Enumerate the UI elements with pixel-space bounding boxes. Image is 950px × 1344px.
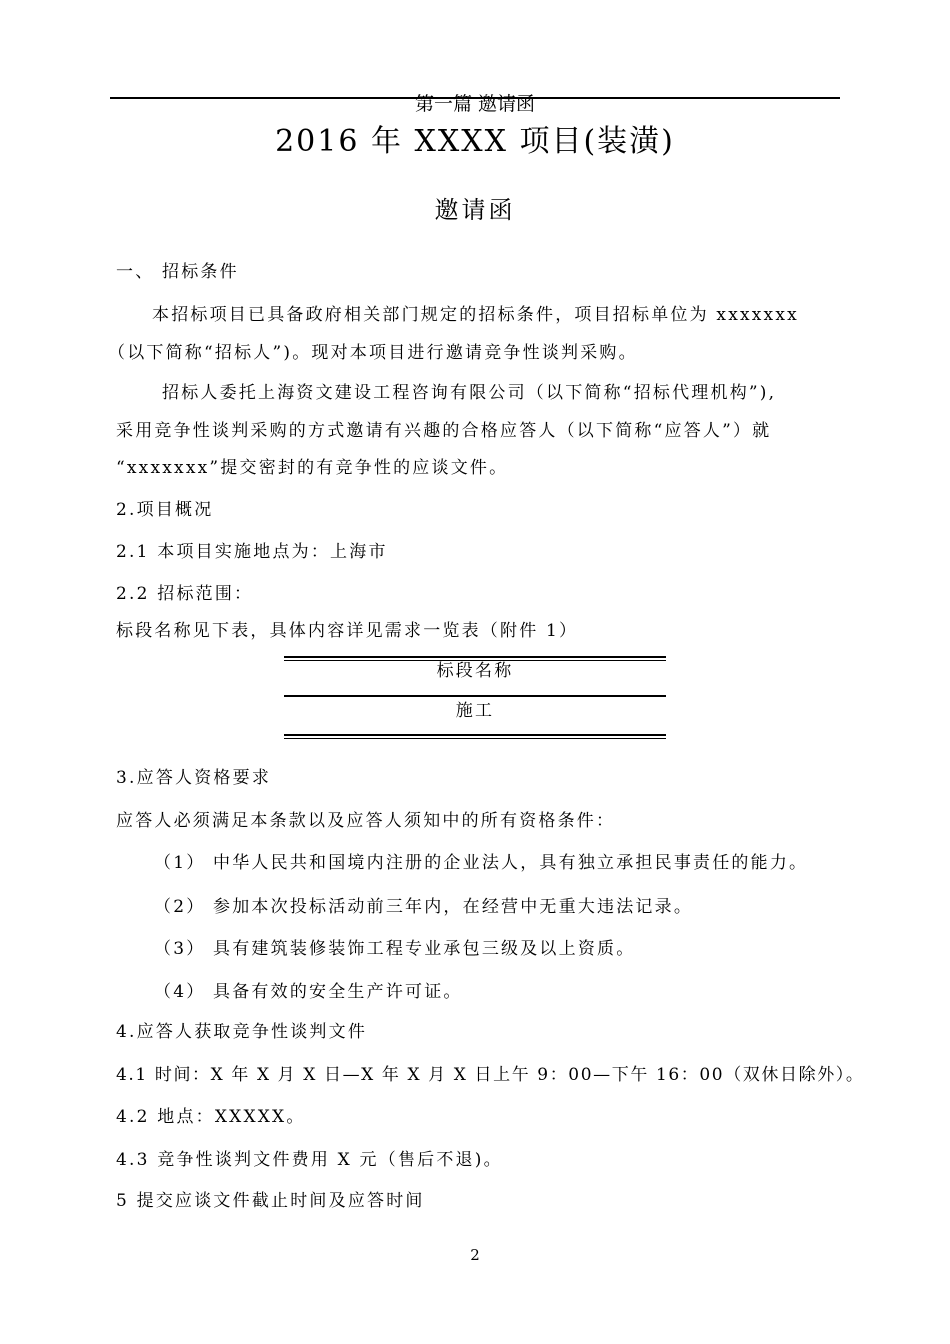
paragraph-line: 采用竞争性谈判采购的方式邀请有兴趣的合格应答人（以下简称“应答人”）就 — [116, 421, 772, 441]
qualification-item: （4） 具备有效的安全生产许可证。 — [154, 982, 463, 1002]
section-3-intro: 应答人必须满足本条款以及应答人须知中的所有资格条件： — [116, 811, 616, 831]
paragraph-line: （以下简称“招标人”)。现对本项目进行邀请竞争性谈判采购。 — [108, 343, 638, 363]
qualification-item: （3） 具有建筑装修装饰工程专业承包三级及以上资质。 — [154, 939, 636, 959]
qualification-item: （2） 参加本次投标活动前三年内，在经营中无重大违法记录。 — [154, 897, 694, 917]
clause-2-1: 2.1 本项目实施地点为：上海市 — [116, 542, 388, 562]
section-5-heading: 5 提交应谈文件截止时间及应答时间 — [116, 1191, 425, 1211]
table-cell: 施工 — [455, 701, 495, 721]
document-subtitle: 邀请函 — [434, 196, 516, 224]
clause-4-3: 4.3 竞争性谈判文件费用 X 元（售后不退)。 — [116, 1150, 503, 1170]
clause-2-2-description: 标段名称见下表，具体内容详见需求一览表（附件 1） — [116, 621, 579, 641]
running-header: 第一篇 邀请函 — [414, 93, 536, 115]
paragraph-line: 本招标项目已具备政府相关部门规定的招标条件，项目招标单位为 xxxxxxx — [152, 305, 799, 325]
table-bottom-rule — [284, 734, 666, 739]
clause-2-2: 2.2 招标范围： — [116, 584, 254, 604]
clause-4-1: 4.1 时间：X 年 X 月 X 日—X 年 X 月 X 日上午 9：00—下午 16：00（双休日除外）。 — [116, 1065, 865, 1085]
section-4-heading: 4.应答人获取竞争性谈判文件 — [116, 1022, 368, 1042]
table-middle-rule — [284, 695, 666, 697]
document-title: 2016 年 XXXX 项目(装潢) — [275, 124, 675, 159]
section-1-heading: 一、 招标条件 — [116, 262, 239, 282]
table-header-cell: 标段名称 — [436, 661, 514, 681]
clause-4-2: 4.2 地点：XXXXX。 — [116, 1107, 306, 1127]
paragraph-line: 招标人委托上海资文建设工程咨询有限公司（以下简称“招标代理机构”), — [162, 383, 777, 403]
page-number: 2 — [470, 1246, 480, 1264]
section-3-heading: 3.应答人资格要求 — [116, 768, 272, 788]
section-2-heading: 2.项目概况 — [116, 500, 214, 520]
qualification-item: （1） 中华人民共和国境内注册的企业法人，具有独立承担民事责任的能力。 — [154, 853, 809, 873]
paragraph-line: “xxxxxxx”提交密封的有竞争性的应谈文件。 — [116, 458, 509, 478]
